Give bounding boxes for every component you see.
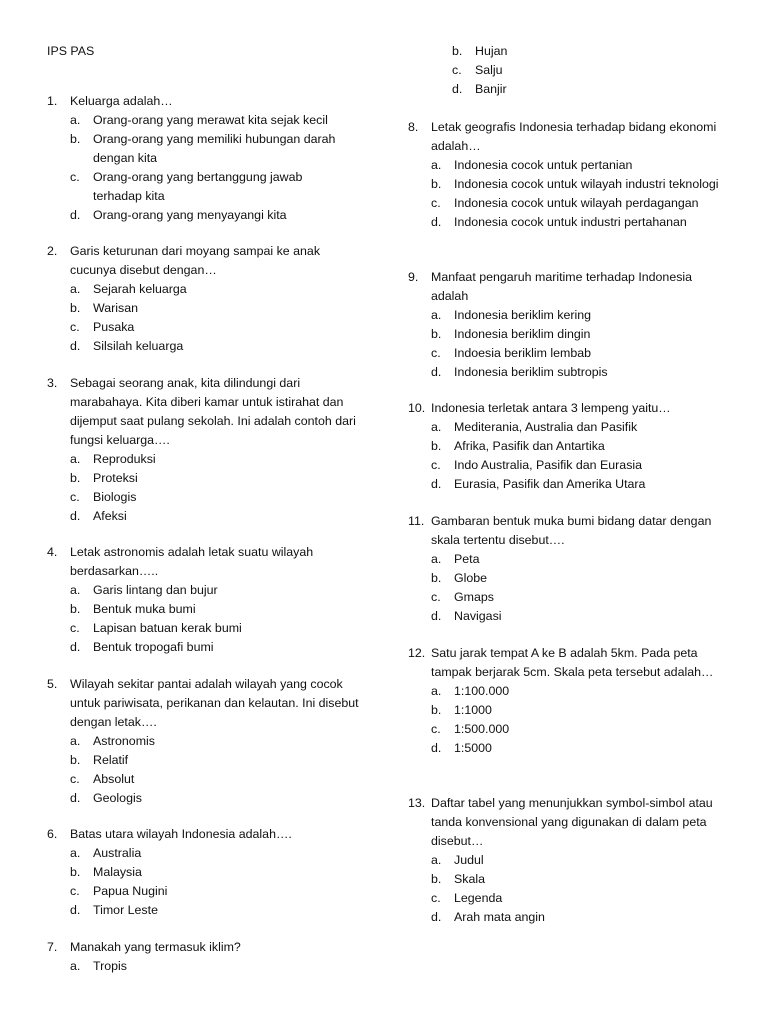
option-c (408, 194, 723, 213)
option-d (408, 213, 723, 232)
option-text: Orang-orang yang menyayangi kita (93, 208, 287, 222)
option-letter: d. (452, 82, 463, 96)
option-text: 1:500.000 (454, 722, 510, 736)
option-text: Orang-orang yang bertanggung jawab terhadap kita (93, 170, 303, 203)
option-c (408, 456, 723, 475)
option-a (408, 682, 723, 701)
option-a (47, 450, 367, 469)
option-letter: b. (431, 872, 442, 886)
question-text: Garis keturunan dari moyang sampai ke anak cucunya disebut dengan… (70, 244, 321, 277)
option-text: Sejarah keluarga (93, 282, 187, 296)
option-text: Banjir (475, 82, 507, 96)
option-letter: b. (431, 571, 442, 585)
question-3 (47, 374, 367, 526)
option-letter: c. (431, 196, 441, 210)
option-c (47, 318, 367, 337)
question-7-continued (408, 42, 723, 99)
option-b (408, 437, 723, 456)
option-a (47, 957, 367, 976)
option-letter: a. (70, 734, 81, 748)
option-c (408, 344, 723, 363)
question-number: 2. (47, 244, 58, 258)
option-letter: b. (431, 177, 442, 191)
option-text: Indonesia beriklim dingin (454, 327, 591, 341)
option-letter: a. (431, 420, 442, 434)
option-text: Navigasi (454, 609, 502, 623)
option-text: Lapisan batuan kerak bumi (93, 621, 242, 635)
option-text: Hujan (475, 44, 508, 58)
option-a (47, 844, 367, 863)
option-letter: a. (431, 552, 442, 566)
option-text: Eurasia, Pasifik dan Amerika Utara (454, 477, 646, 491)
option-letter: b. (431, 703, 442, 717)
question-text: Indonesia terletak antara 3 lempeng yaitu… (431, 401, 671, 415)
question-7 (47, 938, 367, 976)
question-8 (408, 118, 723, 232)
option-text: Indoesia beriklim lembab (454, 346, 592, 360)
question-number: 13. (408, 796, 426, 810)
option-c (47, 619, 367, 638)
option-d (47, 206, 367, 225)
question-text: Keluarga adalah… (70, 94, 173, 108)
option-letter: c. (70, 320, 80, 334)
option-text: Australia (93, 846, 142, 860)
question-12 (408, 644, 723, 758)
question-text: Letak geografis Indonesia terhadap bidang ekonomi adalah… (431, 120, 717, 153)
option-letter: a. (70, 959, 81, 973)
option-text: Indonesia cocok untuk pertanian (454, 158, 633, 172)
question-number: 11. (408, 514, 425, 528)
question-text: Gambaran bentuk muka bumi bidang datar dengan skala tertentu disebut…. (431, 514, 712, 547)
option-d (47, 901, 367, 920)
option-c (47, 882, 367, 901)
option-b (47, 751, 367, 770)
option-text: Garis lintang dan bujur (93, 583, 218, 597)
option-text: Gmaps (454, 590, 494, 604)
question-4 (47, 543, 367, 657)
question-9 (408, 268, 723, 382)
option-letter: b. (70, 602, 81, 616)
option-letter: d. (431, 741, 442, 755)
question-number: 4. (47, 545, 58, 559)
option-c (47, 488, 367, 507)
question-number: 9. (408, 270, 419, 284)
option-b (408, 569, 723, 588)
question-number: 10. (408, 401, 426, 415)
option-letter: d. (70, 208, 81, 222)
option-b (47, 130, 367, 168)
option-text: Malaysia (93, 865, 142, 879)
question-1 (47, 92, 367, 225)
option-text: Geologis (93, 791, 142, 805)
option-text: Indonesia cocok untuk industri pertahanan (454, 215, 687, 229)
option-letter: d. (70, 791, 81, 805)
question-number: 6. (47, 827, 58, 841)
option-text: Bentuk tropogafi bumi (93, 640, 214, 654)
option-letter: b. (70, 471, 81, 485)
option-d (408, 739, 723, 758)
option-letter: a. (70, 113, 81, 127)
question-6 (47, 825, 367, 920)
question-text: Satu jarak tempat A ke B adalah 5km. Pada peta tampak berjarak 5cm. Skala peta tersebut adalah… (431, 646, 714, 679)
question-10 (408, 399, 723, 494)
option-c (408, 61, 723, 80)
option-d (408, 908, 723, 927)
question-5 (47, 675, 367, 808)
option-text: Indo Australia, Pasifik dan Eurasia (454, 458, 643, 472)
option-text: Timor Leste (93, 903, 158, 917)
question-text: Wilayah sekitar pantai adalah wilayah yang cocok untuk pariwisata, perikanan dan kelautan. Ini disebut dengan letak…. (70, 677, 359, 729)
question-number: 12. (408, 646, 426, 660)
option-b (408, 870, 723, 889)
option-letter: c. (70, 772, 80, 786)
option-d (408, 363, 723, 382)
option-letter: c. (431, 590, 441, 604)
option-letter: a. (70, 282, 81, 296)
option-letter: c. (431, 346, 441, 360)
option-c (47, 168, 367, 206)
option-a (408, 156, 723, 175)
option-a (47, 581, 367, 600)
option-text: Orang-orang yang merawat kita sejak kecil (93, 113, 328, 127)
option-text: Judul (454, 853, 484, 867)
option-letter: d. (70, 509, 81, 523)
option-a (47, 111, 367, 130)
option-text: Globe (454, 571, 488, 585)
option-letter: a. (431, 158, 442, 172)
option-b (47, 469, 367, 488)
option-text: Legenda (454, 891, 503, 905)
option-b (47, 600, 367, 619)
option-text: Bentuk muka bumi (93, 602, 196, 616)
option-a (47, 732, 367, 751)
option-text: Afrika, Pasifik dan Antartika (454, 439, 605, 453)
option-b (408, 701, 723, 720)
option-letter: c. (452, 63, 462, 77)
option-c (408, 720, 723, 739)
option-letter: d. (431, 477, 442, 491)
option-text: 1:5000 (454, 741, 492, 755)
option-letter: d. (70, 903, 81, 917)
question-number: 3. (47, 376, 58, 390)
question-number: 1. (47, 94, 58, 108)
question-2 (47, 242, 367, 356)
option-letter: c. (70, 621, 80, 635)
option-d (47, 638, 367, 657)
question-13 (408, 794, 723, 927)
option-text: Mediterania, Australia dan Pasifik (454, 420, 638, 434)
option-text: Indonesia beriklim kering (454, 308, 592, 322)
option-text: Relatif (93, 753, 129, 767)
option-text: Papua Nugini (93, 884, 168, 898)
question-11 (408, 512, 723, 626)
question-text: Batas utara wilayah Indonesia adalah…. (70, 827, 292, 841)
option-letter: b. (70, 865, 81, 879)
question-text: Manakah yang termasuk iklim? (70, 940, 241, 954)
question-text: Letak astronomis adalah letak suatu wilayah berdasarkan….. (70, 545, 314, 578)
option-letter: a. (431, 853, 442, 867)
option-b (408, 325, 723, 344)
option-b (47, 299, 367, 318)
option-letter: c. (70, 170, 80, 184)
option-letter: b. (70, 753, 81, 767)
option-b (408, 42, 723, 61)
option-text: Tropis (93, 959, 127, 973)
option-letter: a. (70, 583, 81, 597)
question-text: Daftar tabel yang menunjukkan symbol-simbol atau tanda konvensional yang digunakan di dalam peta disebut… (431, 796, 713, 848)
page-title: IPS PAS (47, 44, 95, 58)
option-d (47, 789, 367, 808)
question-number: 7. (47, 940, 58, 954)
option-b (47, 863, 367, 882)
option-a (408, 306, 723, 325)
option-text: Skala (454, 872, 485, 886)
option-d (47, 507, 367, 526)
option-letter: b. (70, 132, 81, 146)
option-letter: a. (431, 308, 442, 322)
option-text: Silsilah keluarga (93, 339, 184, 353)
option-text: 1:1000 (454, 703, 492, 717)
option-letter: c. (431, 458, 441, 472)
option-letter: c. (431, 722, 441, 736)
option-letter: a. (70, 452, 81, 466)
option-d (408, 607, 723, 626)
option-text: Orang-orang yang memiliki hubungan darah dengan kita (93, 132, 336, 165)
option-text: Reproduksi (93, 452, 156, 466)
option-text: Arah mata angin (454, 910, 545, 924)
option-letter: c. (70, 490, 80, 504)
option-letter: d. (70, 339, 81, 353)
option-a (408, 550, 723, 569)
option-b (408, 175, 723, 194)
question-text: Manfaat pengaruh maritime terhadap Indonesia adalah (431, 270, 693, 303)
option-text: Indonesia beriklim subtropis (454, 365, 608, 379)
option-letter: b. (452, 44, 463, 58)
option-letter: c. (431, 891, 441, 905)
option-text: Salju (475, 63, 503, 77)
option-text: Biologis (93, 490, 137, 504)
option-letter: d. (431, 365, 442, 379)
question-number: 8. (408, 120, 419, 134)
option-text: Peta (454, 552, 480, 566)
question-text: Sebagai seorang anak, kita dilindungi dari marabahaya. Kita diberi kamar untuk istirahat dan dijemput saat pulang sekolah. Ini adalah contoh dari fungsi keluarga…. (70, 376, 356, 447)
option-letter: d. (70, 640, 81, 654)
question-number: 5. (47, 677, 58, 691)
option-letter: b. (70, 301, 81, 315)
option-a (408, 418, 723, 437)
option-d (408, 80, 723, 99)
option-d (408, 475, 723, 494)
option-text: Afeksi (93, 509, 127, 523)
option-c (47, 770, 367, 789)
option-text: 1:100.000 (454, 684, 510, 698)
option-text: Proteksi (93, 471, 138, 485)
option-text: Pusaka (93, 320, 135, 334)
option-letter: b. (431, 439, 442, 453)
option-letter: c. (70, 884, 80, 898)
option-letter: d. (431, 215, 442, 229)
option-text: Absolut (93, 772, 135, 786)
option-d (47, 337, 367, 356)
option-letter: a. (431, 684, 442, 698)
option-letter: d. (431, 910, 442, 924)
option-a (408, 851, 723, 870)
option-text: Indonesia cocok untuk wilayah industri teknologi (454, 177, 719, 191)
option-text: Indonesia cocok untuk wilayah perdagangan (454, 196, 699, 210)
option-text: Astronomis (93, 734, 155, 748)
option-a (47, 280, 367, 299)
option-letter: a. (70, 846, 81, 860)
option-c (408, 889, 723, 908)
option-text: Warisan (93, 301, 138, 315)
option-letter: d. (431, 609, 442, 623)
option-c (408, 588, 723, 607)
option-letter: b. (431, 327, 442, 341)
